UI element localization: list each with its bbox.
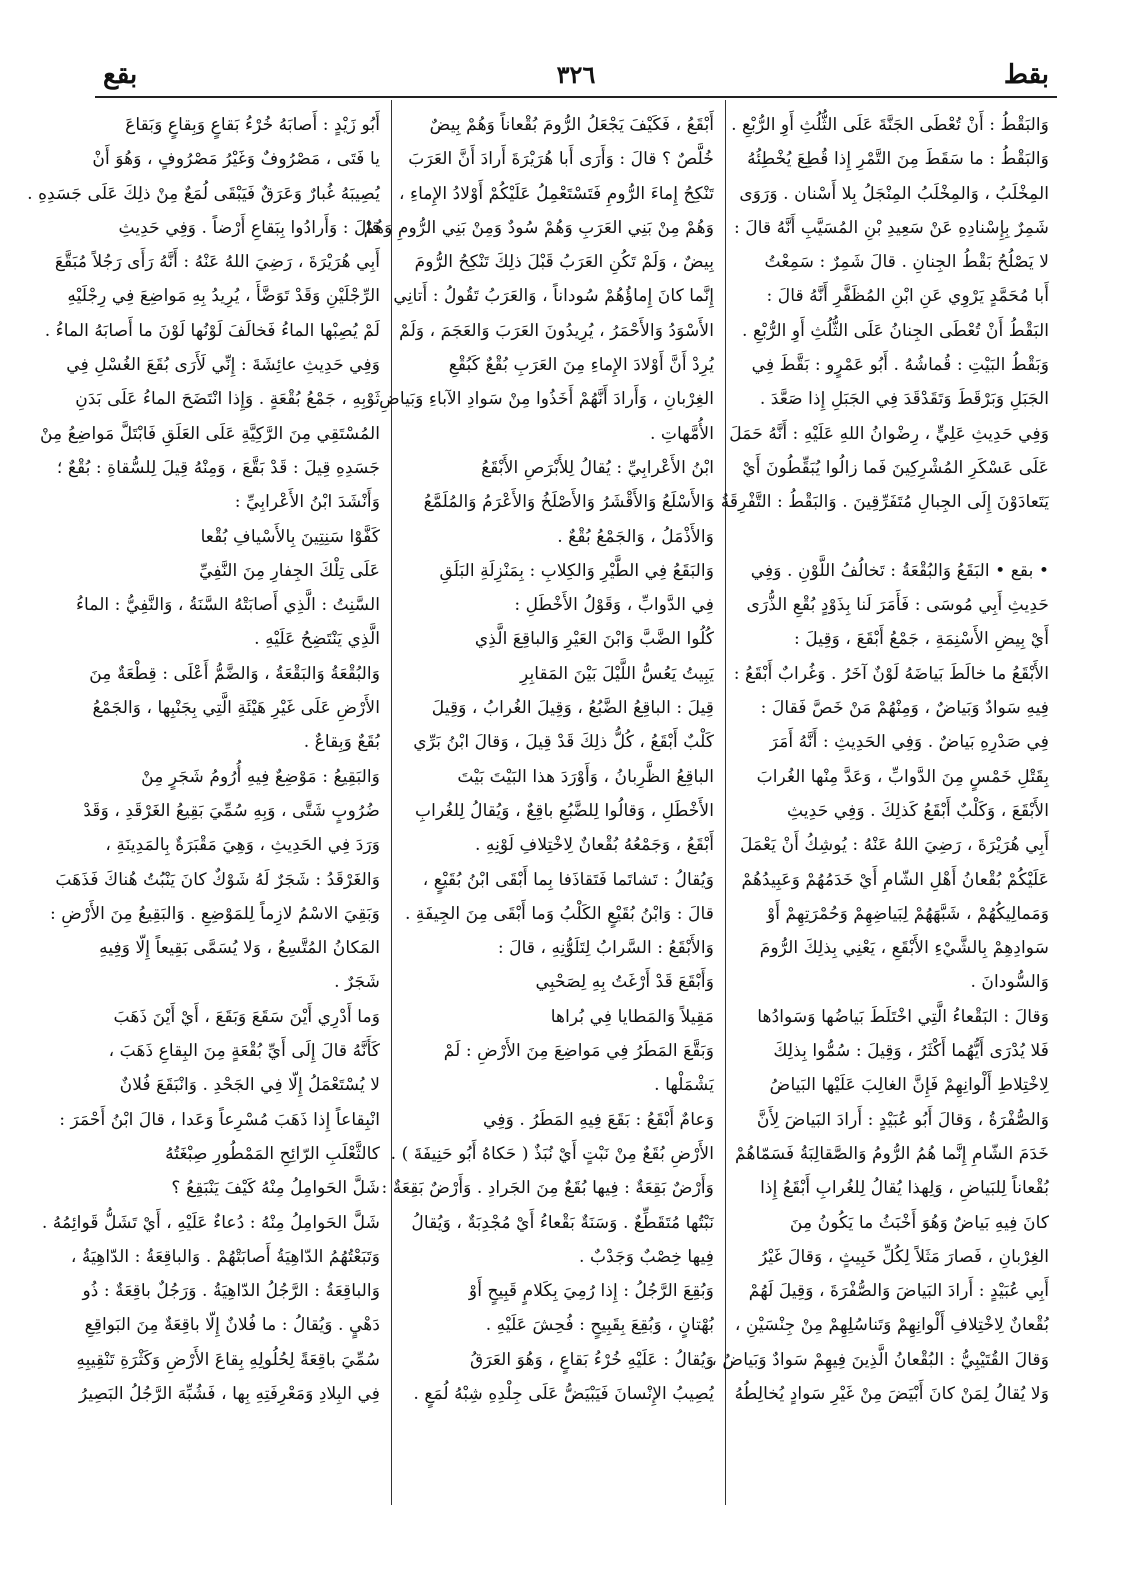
- text-line: أَيْ بِيضِ الأَسْنِمَةِ ، جَمْعُ أَبْقَعَ ، وَقِيلَ :: [794, 629, 1049, 650]
- text-line: فِي الدَّوابِّ ، وَقَوْلُ الأَخْطَلِ :: [514, 595, 714, 616]
- text-line: يُرِدْ أَنَّ أَوْلادَ الإِماءِ مِنَ العَرَبِ بُقْعٌ كَبُقْعِ: [448, 355, 714, 376]
- text-line: وَلا يُقالُ لِمَنْ كانَ أَبْيَضَ مِنْ غَيْرِ سَوادٍ يُخالِطُهُ: [734, 1383, 1049, 1404]
- text-line: وَالأَبْقَعُ : السَّرابُ لِتَلَوُّنِهِ ، قالَ :: [497, 938, 714, 959]
- text-line: مَقِيلاً وَالمَطايا فِي بُراها: [550, 1006, 714, 1027]
- columns-container: [27, 100, 1057, 1505]
- text-line: فِيها خِصْبٌ وَجَدْبٌ .: [579, 1246, 714, 1267]
- text-line: سَوادِهِمْ بِالشَّيْءِ الأَبْقَعِ ، يَعْنِي بِذلِكَ الرُّومَ: [759, 938, 1049, 959]
- text-line: كَفَّوْا سَنِتِينَ بِالأَسْيافِ بُقْعا: [200, 526, 380, 547]
- text-line: الأَخْطَلِ ، وَقالُوا لِلضَّبُعِ باقِعٌ ، وَيُقالُ لِلغُرابِ: [414, 800, 714, 821]
- text-line: وَالأَذْمَلُ ، وَالجَمْعُ بُقْعٌ .: [557, 526, 714, 547]
- text-line: الأَرْضِ بُقَعٌ مِنْ نَبْتٍ أَيْ نُبَذٌ ( حَكاهُ أَبُو حَنِيفَةَ ) .: [390, 1143, 714, 1164]
- text-line: لِاخْتِلاطِ أَلْوانِهِمْ فَإِنَّ الغالِبَ عَلَيْها البَياضُ: [769, 1075, 1049, 1096]
- text-line: بِيضٌ ، وَلَمْ تَكُنِ العَرَبُ قَبْلَ ذلِكَ تَنْكِحُ الرُّومَ: [414, 252, 714, 273]
- text-line: أَبْقَعُ ، وَجَمْعُهُ بُقْعانٌ لِاخْتِلافِ لَوْنِهِ .: [475, 835, 714, 856]
- text-line: لا يَصْلُحُ بَقْطُ الجِنانِ . قالَ شَمِرٌ : سَمِعْتُ: [764, 252, 1049, 273]
- text-line: عَلَيْكُمْ بُقْعانُ أَهْلِ الشّامِ أَيْ خَدَمُهُمْ وَعَبِيدُهُمْ: [741, 869, 1049, 890]
- text-line: وَعامٌ أَبْقَعُ : بَقَعَ فِيهِ المَطَرُ . وَفِي: [483, 1109, 714, 1130]
- text-line: وَقالَ القُتَيْبِيُّ : البُقْعانُ الَّذِينَ فِيهِمْ سَوادٌ وَبَياضٌ ،: [711, 1349, 1049, 1370]
- text-line: يا فَتَى ، مَصْرُوفٌ وَغَيْرُ مَصْرُوفٍ ، وَهُوَ أَنْ: [92, 149, 380, 170]
- text-line: تَنْكِحُ إِماءَ الرُّومِ فَتَسْتَعْمِلُ عَلَيْكُمْ أَوْلادُ الإِماءِ ،: [399, 183, 714, 204]
- text-line: بُقْعانٌ لِاخْتِلافِ أَلْوانِهِمْ وَتَناسُلِهِمْ مِنْ جِنْسَيْنِ ،: [734, 1315, 1049, 1336]
- text-line: عَلَى عَسْكَرِ المُشْرِكِينَ فَما زالُوا يُبَقِّطُونَ أَيْ: [742, 457, 1049, 478]
- text-line: وَهُمْ مِنْ بَنِي العَرَبِ وَهُمْ سُودٌ وَمِنْ بَنِي الرُّومِ وَهُمْ: [363, 217, 714, 238]
- text-line: يَشْمَلْها .: [654, 1075, 714, 1096]
- column-divider-left: [391, 100, 392, 1505]
- text-line: كالثَّعْلَبِ الرّائِحِ المَمْطُورِ صِبْغَتُهُ: [165, 1143, 380, 1164]
- text-line: وَأَبْقَعَ قَدْ أَرْغَتُ بِهِ لِصَحْبِي: [535, 972, 714, 993]
- text-line: وَالبَقِيعُ : مَوْضِعٌ فِيهِ أُرُومُ شَجَرٍ مِنْ: [141, 766, 380, 787]
- text-line: السَّنِتُ : الَّذِي أَصابَتْهُ السَّنَةُ ، وَالنَّفِيُّ : الماءُ: [75, 595, 380, 616]
- column-divider-right: [725, 100, 726, 1505]
- text-line: أَبِي هُرَيْرَةَ ، رَضِيَ اللهُ عَنْهُ : أَنَّهُ رَأَى رَجُلاً مُبَقَّعَ: [54, 252, 380, 273]
- text-line: وَيُقالُ : عَلَيْهِ خُرْءُ بَقاعٍ ، وَهُوَ العَرَقُ: [470, 1349, 714, 1370]
- text-line: وَالبَقْطُ : ما سَقَطَ مِنَ التَّمْرِ إِذا قُطِعَ يُخْطِئُهُ: [747, 149, 1049, 170]
- text-line: [739, 520, 1049, 554]
- text-line: وَبَقِيَ الاسْمُ لازِماً لِلمَوْضِعِ . وَالبَقِيعُ مِنَ الأَرْضِ :: [50, 903, 380, 924]
- text-line: ابْنُ الأَعْرابِيِّ : يُقالُ لِلأَبْرَصِ الأَبْقَعُ: [481, 457, 714, 478]
- text-line: بِقَتْلِ خَمْسٍ مِنَ الدَّوابِّ ، وَعَدَّ مِنْها الغُرابَ: [756, 766, 1049, 787]
- header-rule: [95, 96, 1057, 98]
- text-line: خَدَمَ الشّامِ إِنَّما هُمُ الرُّومُ وَالصَّقالِبَةُ فَسَمّاهُمْ: [735, 1143, 1049, 1164]
- text-line: إِنَّما كانَ إِماؤُهُمْ سُوداناً ، وَالعَرَبُ تَقُولُ : أَتانِي: [393, 286, 714, 307]
- text-line: الأَرْضِ عَلَى غَيْرِ هَيْئَةِ الَّتِي بِجَنْبِها ، وَالجَمْعُ: [92, 698, 380, 719]
- text-line: ضُرُوبٍ شَتَّى ، وَبِهِ سُمِّيَ بَقِيعُ الغَرْقَدِ ، وَقَدْ: [83, 800, 380, 821]
- text-line: وَأَرْضٌ بَقِعَةٌ : فِيها بُقَعٌ مِنَ الجَرادِ . وَأَرْضٌ بَقِعَةٌ :: [381, 1178, 714, 1199]
- text-line: الَّذِي يَنْتَضِحُ عَلَيْهِ .: [254, 629, 380, 650]
- text-line: وَما أَدْرِي أَيْنَ سَقَعَ وَبَقَعَ ، أَيْ أَيْنَ ذَهَبَ: [113, 1006, 380, 1027]
- page-header: [95, 52, 1057, 100]
- text-line: يَتَعادَوْنَ إِلَى الجِبالِ مُتَفَرِّقِينَ . وَالبَقْطُ : التَّفْرِقَةُ .: [709, 492, 1049, 513]
- text-line: وَالباقِعَةُ : الرَّجُلُ الدّاهِيَةُ . وَرَجُلٌ باقِعَةٌ : ذُو: [82, 1281, 380, 1302]
- text-line: يُصِيبُ الإِنْسانَ فَيَبْيَضُّ عَلَى جِلْدِهِ شِبْهُ لُمَعٍ .: [413, 1383, 714, 1404]
- text-line: الأَسْوَدُ وَالأَحْمَرُ ، يُرِيدُونَ العَرَبَ وَالعَجَمَ ، وَلَمْ: [399, 320, 714, 341]
- text-line: يَبِيتُ يَعُسُّ اللَّيْلَ بَيْنَ المَقابِرِ: [520, 663, 714, 684]
- text-line: وَالبَقَعُ فِي الطَّيْرِ وَالكِلابِ : بِمَنْزِلَةِ البَلَقِ: [439, 560, 714, 581]
- text-line: بُقْعاناً لِلبَياضِ ، وَلِهذا يُقالُ لِلغُرابِ أَبْقَعُ إِذا: [760, 1178, 1049, 1199]
- text-line: قالَ : وَابْنُ بُقَيْعٍ الكَلْبُ وَما أَبْقَى مِنَ الجِيفَةِ .: [404, 903, 714, 924]
- text-line: دَهْيٍ . وَيُقالُ : ما فُلانٌ إِلّا باقِعَةٌ مِنَ البَواقِعِ: [84, 1315, 380, 1336]
- text-line: بُقَعٌ وَبِقاعٌ .: [303, 732, 380, 753]
- text-line: الغِرْبانِ ، وَأَرادَ أَنَّهُمْ أَخَذُوا مِنْ سَوادِ الآباءِ وَبَياضِ: [379, 389, 714, 410]
- text-line: • بقع • البَقَعُ وَالبُقْعَةُ : تَخالُفُ اللَّوْنِ . وَفِي: [750, 560, 1049, 581]
- text-line: وَتَبَعْتُهُمُ الدّاهِيَةُ أَصابَتْهُمْ . وَالباقِعَةُ : الدّاهِيَةُ ،: [70, 1246, 380, 1267]
- text-line: الجَبَلِ وَبَرْقَطَ وَتَقَدْقَدَ فِي الجَبَلِ إِذا صَعَّدَ .: [759, 389, 1049, 410]
- text-line: أَبْقَعُ ، فَكَيْفَ يَجْعَلُ الرُّومَ بُقْعاناً وَهُمْ بِيضٌ: [429, 115, 714, 135]
- text-line: بُهْتانٍ ، وَبُقِعَ بِقَبِيحٍ : فُحِشَ عَلَيْهِ .: [485, 1315, 714, 1336]
- text-line: حَدِيثِ أَبِي مُوسَى : فَأَمَرَ لَنا بِذَوْدٍ بُقْعِ الذُّرَى: [746, 595, 1049, 616]
- text-line: قالَ : وَأَرادُوا بِبَقاعِ أَرْضاً . وَفِي حَدِيثِ: [118, 217, 380, 238]
- text-line: وَالأَسْلَعُ وَالأَقْشَرُ وَالأَصْلَخُ وَالأَعْرَمُ وَالمُلَمَّعُ: [423, 492, 714, 513]
- text-line: وَفِي حَدِيثِ عائِشَةَ : إِنِّي لَأَرَى بُقَعَ الغُسْلِ فِي: [66, 355, 380, 376]
- text-line: جَسَدِهِ قِيلَ : قَدْ بَقَّعَ ، وَمِنْهُ قِيلَ لِلسُّقاةِ : بُقْعٌ ؛: [56, 457, 380, 478]
- text-line: انْبِقاعاً إِذا ذَهَبَ مُسْرِعاً وَعَدا ، قالَ ابْنُ أَحْمَرَ :: [59, 1109, 380, 1130]
- text-line: المِخْلَبُ ، وَالمِخْلَبُ المِنْجَلُ بِلا أَسْنان . وَرَوَى: [739, 183, 1049, 204]
- header-right-word: بقط: [1003, 60, 1049, 90]
- text-line: عَلَى تِلْكَ الجِفارِ مِنَ النَّفِيِّ: [199, 560, 380, 581]
- text-line: وَالصُّفْرَةُ ، وَقالَ أَبُو عُبَيْدٍ : أَرادَ البَياضَ لِأَنَّ: [756, 1109, 1049, 1130]
- text-line: وَبُقِعَ الرَّجُلُ : إِذا رُمِيَ بِكَلامٍ قَبِيحٍ أَوْ: [468, 1281, 714, 1302]
- text-line: وَبَقْطُ البَيْتِ : قُماشُهُ . أَبُو عَمْرٍو : بَقَّطَ فِي: [751, 355, 1049, 376]
- text-line: خُلَّصٌ ؟ قالَ : وَأَرَى أَبا هُرَيْرَةَ أَرادَ أَنَّ العَرَبَ: [408, 149, 714, 170]
- page-number: ٣٢٦: [556, 60, 596, 89]
- text-line: أَبُو زَيْدٍ : أَصابَهُ خُرْءُ بَقاعٍ وَبِقاعٍ وَبَقاعَ: [125, 115, 380, 135]
- text-line: أَبِي عُبَيْدٍ : أَرادَ البَياضَ وَالصُّفْرَةَ ، وَقِيلَ لَهُمْ: [748, 1281, 1049, 1302]
- text-line: وَأَنْشَدَ ابْنُ الأَعْرابِيِّ :: [234, 492, 380, 513]
- text-line: كُلُوا الضَّبَّ وَابْنَ العَيْرِ وَالباقِعَ الَّذِي: [474, 629, 714, 650]
- text-line: نَبْتُها مُتَقَطِّعٌ . وَسَنَةٌ بَقْعاءُ أَيْ مُجْدِبَةٌ ، وَيُقالُ: [411, 1212, 714, 1233]
- text-column-middle: [363, 108, 714, 1498]
- text-line: لا يُسْتَعْمَلُ إِلّا فِي الجَحْدِ . وَانْبَقَعَ فُلانٌ: [119, 1075, 380, 1096]
- header-left-word: بقع: [103, 60, 138, 90]
- text-line: وَقالَ : البَقْعاءُ الَّتِي اخْتَلَطَ بَياضُها وَسَوادُها: [757, 1006, 1049, 1027]
- text-line: وَالسُّودانَ .: [970, 972, 1049, 993]
- text-line: الباقِعُ الظَّرِبانُ ، وَأَوْرَدَ هذا البَيْتَ بَيْتَ: [457, 766, 714, 787]
- text-line: وَفِي حَدِيثِ عَلِيٍّ ، رِضْوانُ اللهِ عَلَيْهِ : أَنَّهُ حَمَلَ: [729, 423, 1049, 444]
- text-line: شَجَرٌ .: [334, 972, 380, 993]
- text-line: الغِرْبانِ ، فَصارَ مَثَلاً لِكُلِّ خَبِيثٍ ، وَقالَ غَيْرُ: [758, 1246, 1049, 1267]
- text-line: لَمْ يُصِبْها الماءُ فَخالَفَ لَوْنُها لَوْنَ ما أَصابَهُ الماءُ .: [44, 320, 380, 341]
- text-line: وَالبَقْطُ : أَنْ تُعْطَى الجَنَّةَ عَلَى الثُّلُثِ أَوِ الرُّبْعِ .: [731, 115, 1049, 135]
- text-line: وَالبُقْعَةُ وَالبَقْعَةُ ، وَالضَّمُّ أَعْلَى : قِطْعَةٌ مِنَ: [89, 663, 380, 684]
- text-line: وَالغَرْقَدُ : شَجَرٌ لَهُ شَوْكٌ كانَ يَنْبُتُ هُناكَ فَذَهَبَ: [55, 869, 380, 890]
- text-line: فِيهِ سَوادٌ وَبَياضٌ ، وَمِنْهُمْ مَنْ خَصَّ فَقالَ :: [760, 698, 1049, 719]
- text-column-right: [709, 108, 1049, 1498]
- text-line: قِيلَ : الباقِعُ الضَّبُعُ ، وَقِيلَ الغُرابُ ، وَقِيلَ: [431, 698, 714, 719]
- text-line: شَلَّ الحَوامِلُ مِنْهُ كَيْفَ يَنْبَقِعُ ؟: [171, 1178, 380, 1199]
- text-line: وَرَدَ فِي الحَدِيثِ ، وَهِيَ مَقْبَرَةٌ بِالمَدِينَةِ ،: [105, 835, 380, 856]
- text-column-left: [27, 108, 380, 1498]
- text-line: أَبِي هُرَيْرَةَ ، رَضِيَ اللهُ عَنْهُ : يُوشِكُ أَنْ يَعْمَلَ: [740, 835, 1049, 856]
- text-line: المُسْتَقِي مِنَ الرَّكِيَّةِ عَلَى العَلَقِ فَابْتَلَّ مَواضِعُ مِنْ: [39, 423, 380, 444]
- text-line: البَقْطُ أَنْ تُعْطَى الجِنانُ عَلَى الثُّلُثِ أَوِ الرُّبْعِ .: [742, 320, 1049, 341]
- text-line: الرِّجْلَيْنِ وَقَدْ تَوَضَّأَ ، يُرِيدُ بِهِ مَواضِعَ فِي رِجْلَيْهِ: [67, 286, 380, 307]
- text-line: كَأَنَّهُ قالَ إِلَى أَيِّ بُقْعَةٍ مِنَ البِقاعِ ذَهَبَ ،: [108, 1041, 380, 1062]
- text-line: المَكانُ المُتَّسِعُ ، وَلا يُسَمَّى بَقِيعاً إِلّا وَفِيهِ: [99, 938, 380, 959]
- text-line: وَمَمالِيكُهُمْ ، شَبَّهَهُمْ لِبَياضِهِمْ وَحُمْرَتِهِمْ أَوْ: [766, 903, 1049, 924]
- text-line: وَيُقالُ : تَشاتَما فَتَقاذَفا بِما أَبْقَى ابْنُ بُقَيْعٍ ،: [422, 869, 714, 890]
- text-line: يُصِيبَهُ غُبارٌ وَعَرَقٌ فَيَبْقَى لُمَعٌ مِنْ ذلِكَ عَلَى جَسَدِهِ .: [27, 183, 380, 204]
- text-line: كانَ فِيهِ بَياضٌ وَهُوَ أَخْبَثُ ما يَكُونُ مِنَ: [789, 1212, 1049, 1233]
- text-line: فَلا يُدْرَى أَيُّهُما أَكْثَرُ ، وَقِيلَ : سُمُّوا بِذلِكَ: [773, 1041, 1049, 1062]
- text-line: أَبا مُحَمَّدٍ يَرْوِي عَنِ ابْنِ المُظَفَّرِ أَنَّهُ قالَ :: [766, 286, 1049, 307]
- text-line: شَمِرٌ بِإِسْنادِهِ عَنْ سَعِيدِ بْنِ المُسَيَّبِ أَنَّهُ قالَ :: [734, 217, 1049, 238]
- text-line: سُمِّيَ باقِعَةً لِحُلُولِهِ بِقاعَ الأَرْضِ وَكَثْرَةِ تَنْقِيبِهِ: [76, 1349, 380, 1370]
- text-line: فِي صَدْرِهِ بَياضٌ . وَفِي الحَدِيثِ : أَنَّهُ أَمَرَ: [769, 732, 1049, 753]
- text-line: الأُمَّهاتِ .: [649, 423, 714, 444]
- text-line: الأَبْقَعُ ما خالَطَ بَياضَهُ لَوْنٌ آخَرُ . وَغُرابٌ أَبْقَعُ :: [733, 663, 1049, 684]
- text-line: ثَوْبِهِ ، جَمْعُ بُقْعَةٍ . وَإِذا انْتَضَحَ الماءُ عَلَى بَدَنِ: [75, 389, 380, 410]
- text-line: كَلْبٌ أَبْقَعُ ، كُلُّ ذلِكَ قَدْ قِيلَ ، وَقالَ ابْنُ بَرِّي: [413, 732, 714, 753]
- text-line: فِي البِلادِ وَمَعْرِفَتِهِ بِها ، فَشُبِّهَ الرَّجُلُ البَصِيرُ: [78, 1383, 380, 1404]
- text-line: الأَبْقَعَ ، وَكَلْبٌ أَبْقَعُ كَذلِكَ . وَفِي حَدِيثِ: [787, 800, 1049, 821]
- text-line: شَلَّ الحَوامِلُ مِنْهُ : دُعاءٌ عَلَيْهِ ، أَيْ تَشَلُّ قَوائِمُهُ .: [41, 1212, 380, 1233]
- text-line: وَبَقَّعَ المَطَرُ فِي مَواضِعَ مِنَ الأَرْضِ : لَمْ: [443, 1041, 714, 1062]
